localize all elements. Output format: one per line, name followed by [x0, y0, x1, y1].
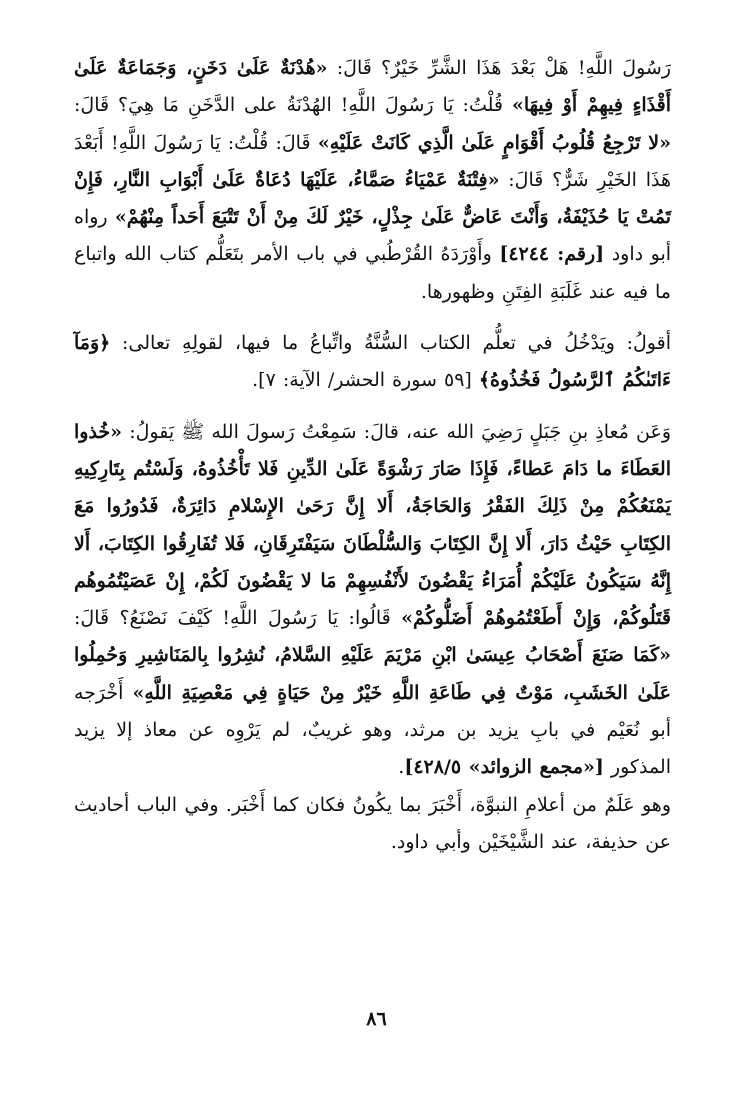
paragraph — [74, 325, 671, 400]
quoted-text: [«مجمع الزوائد» ٤٢٨/٥] — [404, 756, 604, 779]
quoted-text: [رقم: ٤٢٤٤] — [499, 243, 605, 266]
body-text: قَالَ: قُلْتُ: يَا رَسُولَ اللَّهِ! أَبَعْدَ هَذَا الخَيْرِ شَرٌّ؟ قَالَ: — [74, 131, 671, 191]
body-text: قَالُوا: يَا رَسُولَ اللَّهِ! كَيْفَ نَصْنَعُ؟ قَالَ: — [74, 607, 402, 630]
text-body — [74, 50, 671, 861]
body-text: رواه أبو داود — [74, 206, 672, 266]
paragraph — [74, 50, 671, 311]
quoted-text: «هُدْنَةٌ عَلَىٰ دَخَنٍ، وَجَمَاعَةٌ عَلَىٰ أَقْذَاءٍ فِيهِمْ أَوْ فِيهَا» — [74, 57, 671, 117]
body-text: قُلْتُ: يَا رَسُولَ اللَّهِ! الهُدْنَةُ على الدَّخَنِ مَا هِيَ؟ قَالَ: — [74, 94, 512, 117]
body-text: رَسُولَ اللَّهِ! هَلْ بَعْدَ هَذَا الشَّرِّ خَيْرٌ؟ قَالَ: — [327, 57, 671, 79]
body-text: . — [398, 756, 405, 779]
page-number: ٨٦ — [366, 1008, 387, 1030]
paragraph — [74, 414, 671, 787]
body-text: وَعَن مُعاذِ بنِ جَبَلٍ رَضِيَ الله عنه، قالَ: سَمِعْتُ رَسولَ الله ﷺ يَقولُ: — [122, 420, 671, 443]
quoted-text: ﴿وَمَآ ءَاتَىٰكُمُ ٱلرَّسُولُ فَخُذُوهُ﴾ — [74, 332, 671, 392]
body-text: أقولُ: ويَدْخُلُ في تعلُّم الكتاب السُّنَّةُ واتِّباعُ ما فيها، لقولِهِ تعالى: — [110, 332, 671, 355]
quoted-text: «خُذوا العَطَاءَ ما دَامَ عَطاءً، فَإِذَا صَارَ رَشْوَةً عَلَىٰ الدِّينِ فَلا تَأْخُذُوهُ، وَلَسْتُم بِتَارِكِيهِ يَمْنَعُكُمْ مِنْ ذَلِكَ الفَقْرُ وَالحَاجَةُ، أَلا إِنَّ رَحَىٰ الإِسْلامِ دَائِرَةٌ، فَدُورُوا مَعَ الكِتَابِ حَيْثُ دَارَ، أَلا إِنَّ الكِتَابَ وَالسُّلْطَانَ سَيَفْتَرِقَانِ، فَلا تُفَارِقُوا الكِتَابَ، أَلا إِنَّهُ سَيَكُونُ عَلَيْكُمْ أُمَرَاءُ يَقْضُونَ لأَنْفُسِهِمْ مَا لا يَقْضُونَ لَكُمْ، إِنْ عَصَيْتُمُوهُم قَتَلُوكُمْ، وَإِنْ أَطَعْتُمُوهُمْ أَضَلُّوكُمْ» — [74, 420, 672, 630]
body-text: [٥٩ سورة الحشر/ الآية: ٧]. — [252, 369, 479, 392]
quoted-text: «لا تَرْجِعُ قُلُوبُ أَقْوَامٍ عَلَىٰ الَّذِي كَانَتْ عَلَيْهِ» — [317, 131, 671, 154]
body-text: وأَوْرَدَهُ القُرْطُبي في باب الأمر بتَعَلُّم كتاب الله واتباع ما فيه عند غَلَبَةِ الفِتَنِ وظهورها. — [74, 243, 671, 303]
body-text: وهو عَلَمٌ من أعلامِ النبوَّة، أَخْبَرَ بما يكُونُ فكان كما أَخْبَر. وفي الباب أحاديث عن حذيفة، عند الشَّيْخَيْن وأبي داود. — [74, 793, 671, 853]
quoted-text: «كَمَا صَنَعَ أَصْحَابُ عِيسَىٰ ابْنِ مَرْيَمَ عَلَيْهِ السَّلامُ، نُشِرُوا بِالمَنَاشِيرِ وَحُمِلُوا عَلَىٰ الخَشَبِ، مَوْتٌ فِي طَاعَةِ اللَّهِ خَيْرٌ مِنْ حَيَاةٍ فِي مَعْصِيَةِ اللَّهِ» — [74, 644, 672, 704]
paragraph — [74, 787, 671, 862]
quoted-text: «فِتْنَةٌ عَمْيَاءُ صَمَّاءُ، عَلَيْهَا دُعَاةٌ عَلَىٰ أَبْوَابِ النَّارِ، فَإِنْ تَمُتْ يَا حُذَيْفَةُ، وَأَنْتَ عَاضٌّ عَلَىٰ جِذْلٍ، خَيْرٌ لَكَ مِنْ أَنْ تَتْبَعَ أَحَداً مِنْهُمْ» — [74, 168, 671, 229]
body-text: أَخْرَجه أبو نُعَيْم في بابِ يزيد بن مرثد، وهو غريبٌ، لم يَرْوِه عن معاذ إلا يزيد المذكور — [74, 681, 671, 779]
